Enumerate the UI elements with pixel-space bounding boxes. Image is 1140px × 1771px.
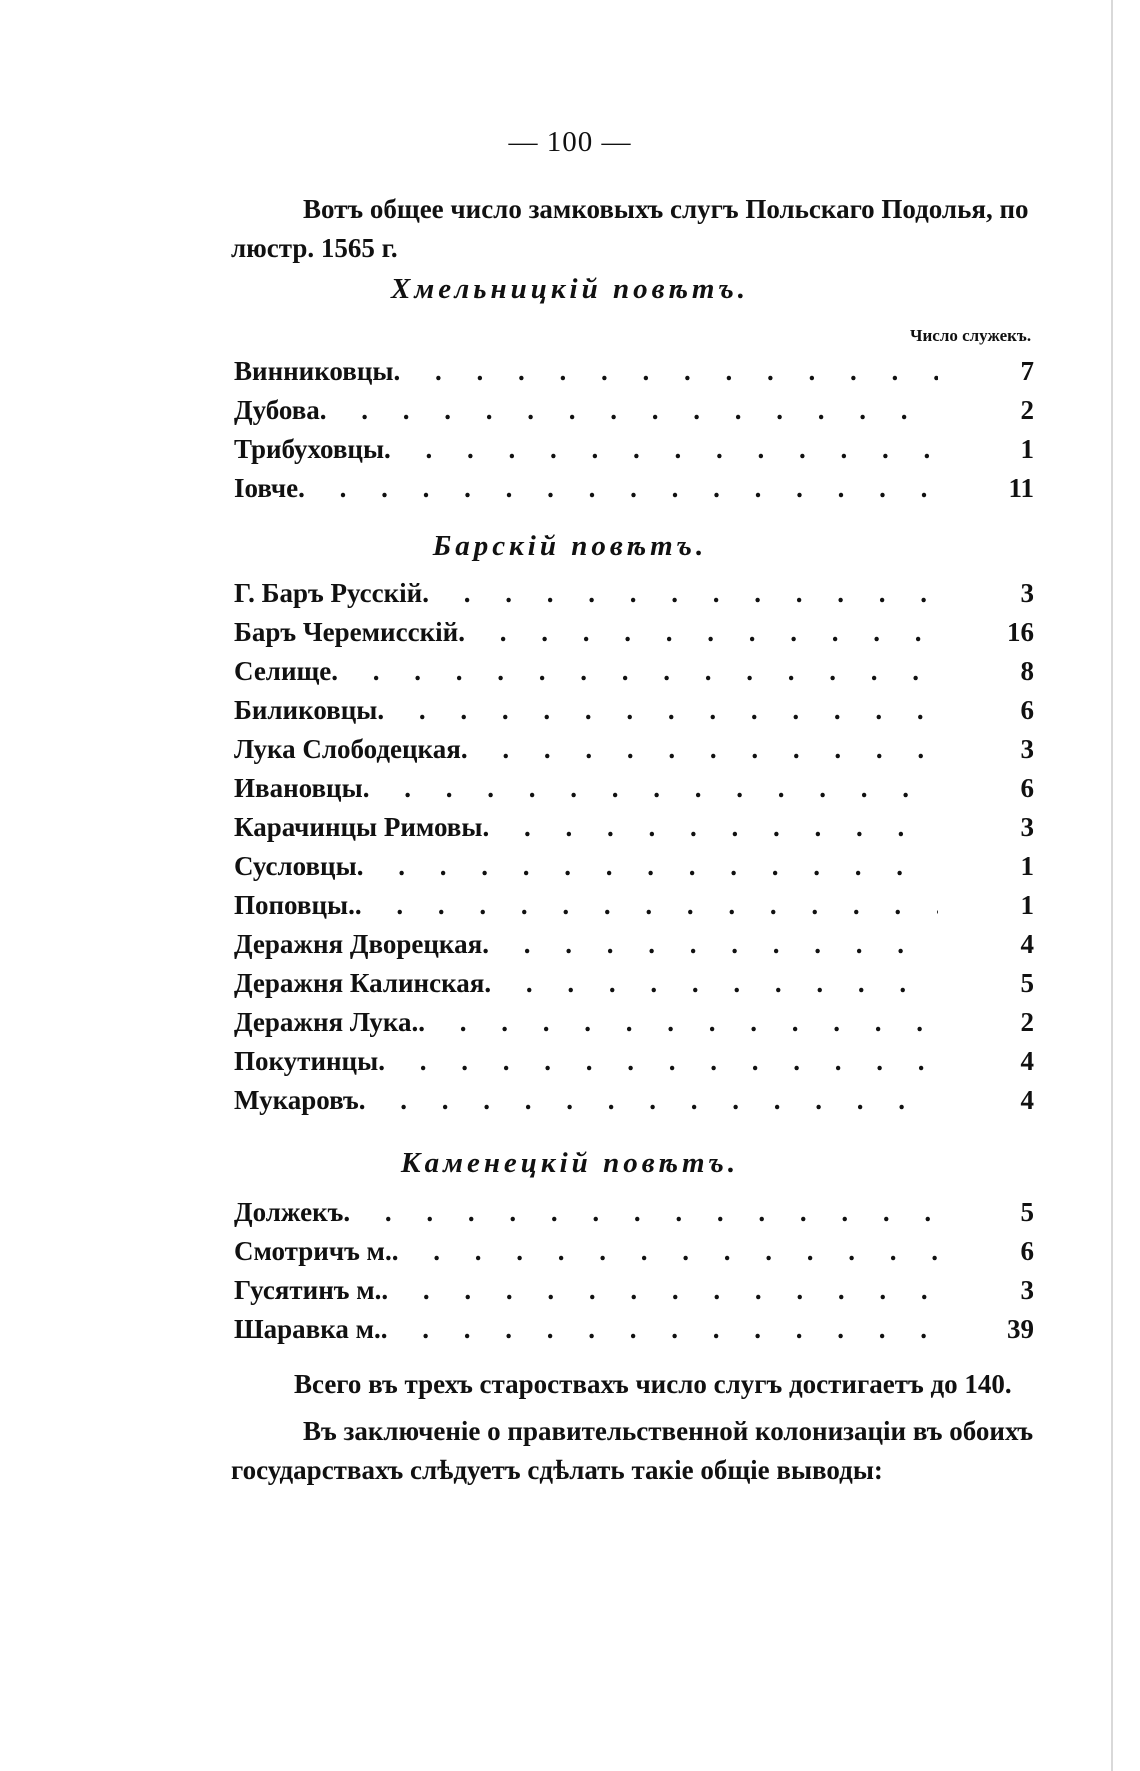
place-name: Лука Слободецкая [234,734,461,764]
intro-line-1: Вотъ общее число замковыхъ слугъ Польскаго Подолья, по [303,194,1029,224]
place-name: Деражня Дворецкая [234,929,483,959]
servant-count: 4 [1020,1085,1034,1115]
servant-count: 4 [1020,929,1034,959]
servant-count: 2 [1020,395,1034,425]
list-item [234,968,1034,1007]
list-item [234,1085,1034,1124]
list-item [234,1197,1034,1236]
place-name: Сусловцы [234,851,357,881]
place-name: Ивановцы [234,773,363,803]
total-line: Всего въ трехъ староствахъ число слугъ достигаетъ до 140. [294,1369,1012,1399]
conclusion-line-2: государствахъ слѣдуетъ сдѣлать такіе общіе выводы: [231,1455,883,1485]
place-name: Шаравка м. [234,1314,381,1344]
servant-count: 8 [1020,656,1034,686]
servant-count: 6 [1020,773,1034,803]
servant-count: 7 [1020,356,1034,386]
list-item [234,812,1034,851]
section-list-kamenets [234,1197,1034,1353]
place-name: Биликовцы [234,695,378,725]
list-item [234,851,1034,890]
page-number: — 100 — [508,126,632,158]
list-item [234,473,1034,512]
list-item [234,695,1034,734]
place-name: Поповцы. [234,890,355,920]
place-name: Карачинцы Римовы [234,812,483,842]
place-name: Должекъ [234,1197,344,1227]
list-item [234,773,1034,812]
servant-count: 5 [1020,1197,1034,1227]
servant-count: 39 [1007,1314,1034,1344]
list-item [234,656,1034,695]
place-name: Мукаровъ [234,1085,359,1115]
place-name: Селище [234,656,332,686]
servant-count: 11 [1008,473,1034,503]
list-item [234,395,1034,434]
section-list-khmelnitsky [234,356,1034,512]
section-heading-kamenets: Каменецкій повѣтъ. [400,1147,740,1179]
servant-count: 4 [1020,1046,1034,1076]
list-item [234,890,1034,929]
place-name: Покутинцы [234,1046,379,1076]
list-item [234,1046,1034,1085]
page-edge-line [1111,0,1113,1771]
servant-count: 6 [1020,695,1034,725]
servant-count: 16 [1007,617,1034,647]
intro-line-2: люстр. 1565 г. [231,233,398,263]
place-name: Винниковцы [234,356,394,386]
list-item [234,734,1034,773]
servant-count: 2 [1020,1007,1034,1037]
servant-count: 1 [1020,890,1034,920]
list-item [234,1275,1034,1314]
servant-count: 3 [1020,1275,1034,1305]
servant-count: 1 [1020,851,1034,881]
conclusion-line-1: Въ заключеніе о правительственной колонизаціи въ обоихъ [303,1416,1034,1446]
place-name: Дубова [234,395,320,425]
list-item [234,434,1034,473]
column-label: Число служекъ. [910,326,1032,345]
list-item [234,929,1034,968]
place-name: Смотричъ м. [234,1236,392,1266]
list-item [234,356,1034,395]
intro-paragraph [231,190,1051,268]
servant-count: 5 [1020,968,1034,998]
place-name: Деражня Лука. [234,1007,419,1037]
place-name: Деражня Калинская [234,968,485,998]
place-name: Гусятинъ м. [234,1275,382,1305]
place-name: Баръ Черемисскій [234,617,459,647]
list-item [234,617,1034,656]
servant-count: 3 [1020,812,1034,842]
conclusion-paragraph [231,1412,1051,1490]
place-name: Г. Баръ Русскій [234,578,423,608]
servant-count: 6 [1020,1236,1034,1266]
list-item [234,578,1034,617]
section-heading-khmelnitsky: Хмельницкій повѣтъ. [391,273,749,305]
place-name: Іовче [234,473,299,503]
section-heading-bar: Барскій повѣтъ. [432,530,708,562]
list-item [234,1236,1034,1275]
list-item [234,1314,1034,1353]
list-item [234,1007,1034,1046]
servant-count: 3 [1020,578,1034,608]
servant-count: 1 [1020,434,1034,464]
section-list-bar [234,578,1034,1124]
place-name: Трибуховцы [234,434,385,464]
servant-count: 3 [1020,734,1034,764]
